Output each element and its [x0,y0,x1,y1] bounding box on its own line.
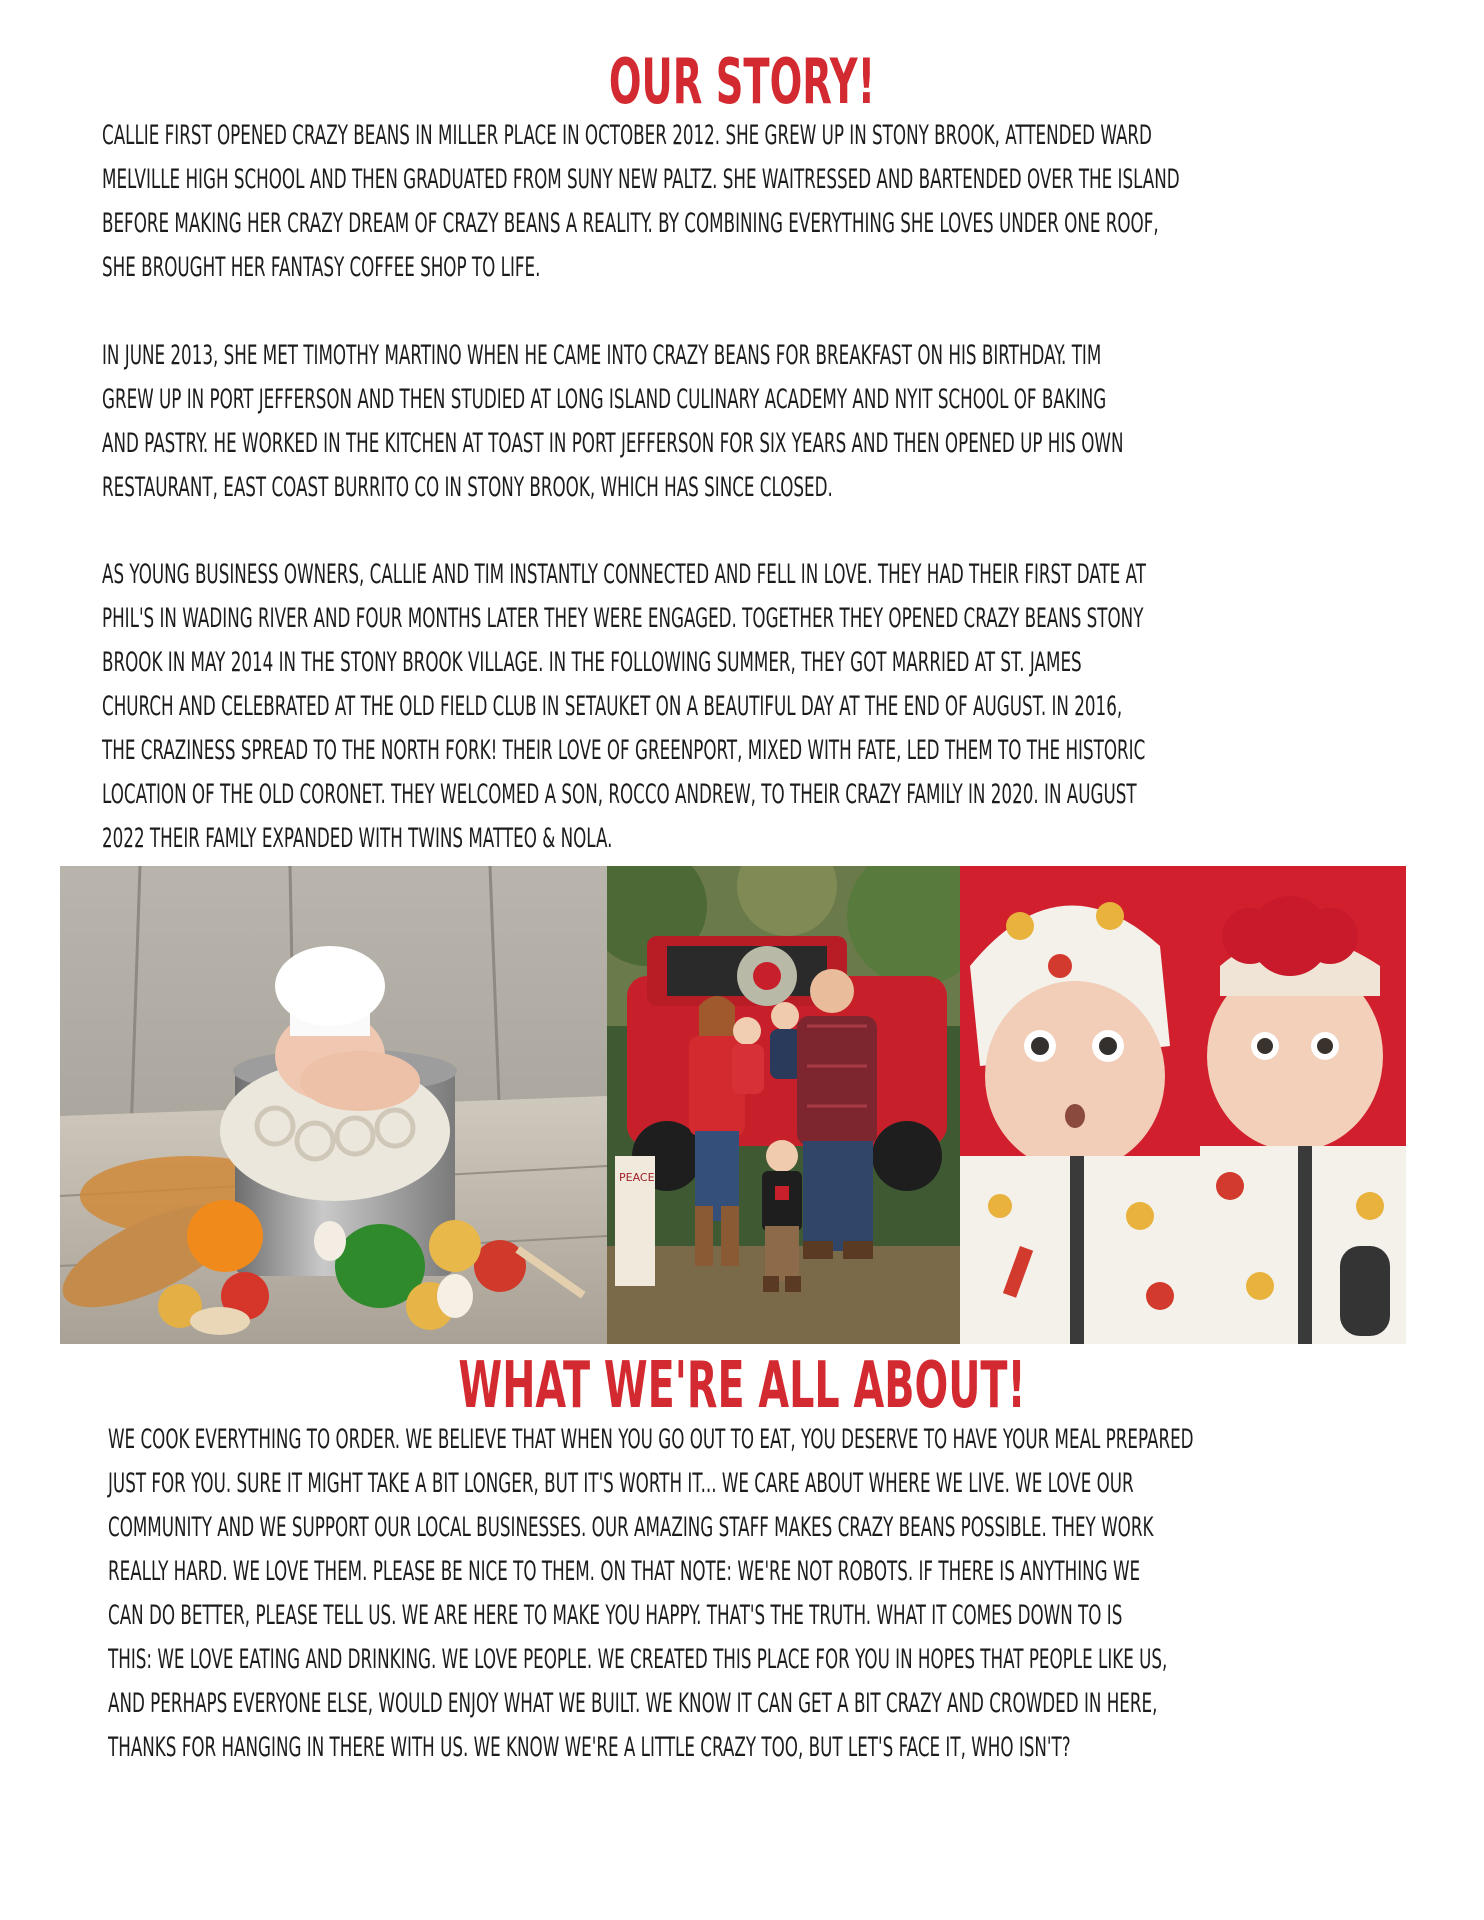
story-paragraph-1 [102,114,1435,290]
story-line: MELVILLE HIGH SCHOOL AND THEN GRADUATED FROM SUNY NEW PALTZ. SHE WAITRESSED AND BARTENDED OVER THE ISLAND [102,164,1180,195]
about-paragraph [108,1418,1441,1770]
story-line: BROOK IN MAY 2014 IN THE STONY BROOK VILLAGE. IN THE FOLLOWING SUMMER, THEY GOT MARRIED AT ST. JAMES [102,647,1082,678]
story-line: GREW UP IN PORT JEFFERSON AND THEN STUDIED AT LONG ISLAND CULINARY ACADEMY AND NYIT SCHOOL OF BAKING [102,384,1107,415]
about-line: THIS: WE LOVE EATING AND DRINKING. WE LOVE PEOPLE. WE CREATED THIS PLACE FOR YOU IN HOPES THAT PEOPLE LIKE US, [108,1644,1168,1675]
twins-illustration [960,866,1406,1344]
story-line: THE CRAZINESS SPREAD TO THE NORTH FORK! THEIR LOVE OF GREENPORT, MIXED WITH FATE, LED THEM TO THE HISTORIC [102,735,1146,766]
peace-sign-text: PEACE [619,1171,655,1184]
story-line: IN JUNE 2013, SHE MET TIMOTHY MARTINO WHEN HE CAME INTO CRAZY BEANS FOR BREAKFAST ON HIS BIRTHDAY. TIM [102,340,1102,371]
about-line: JUST FOR YOU. SURE IT MIGHT TAKE A BIT LONGER, BUT IT'S WORTH IT... WE CARE ABOUT WHERE WE LIVE. WE LOVE OUR [108,1468,1134,1499]
story-line: SHE BROUGHT HER FANTASY COFFEE SHOP TO LIFE. [102,252,541,283]
story-line: 2022 THEIR FAMLY EXPANDED WITH TWINS MATTEO & NOLA. [102,823,613,854]
photo-strip [60,866,1406,1344]
about-line: WE COOK EVERYTHING TO ORDER. WE BELIEVE THAT WHEN YOU GO OUT TO EAT, YOU DESERVE TO HAVE YOUR MEAL PREPARED [108,1424,1194,1455]
story-heading: OUR STORY! [608,45,876,118]
about-line: REALLY HARD. WE LOVE THEM. PLEASE BE NICE TO THEM. ON THAT NOTE: WE'RE NOT ROBOTS. IF THERE IS ANYTHING WE [108,1556,1141,1587]
baby-chef-illustration [60,866,607,1344]
photo-baby-chef [60,866,607,1344]
about-heading: WHAT WE'RE ALL ABOUT! [458,1349,1026,1423]
family-truck-illustration [607,866,960,1344]
story-line: RESTAURANT, EAST COAST BURRITO CO IN STONY BROOK, WHICH HAS SINCE CLOSED. [102,472,833,503]
story-line: CHURCH AND CELEBRATED AT THE OLD FIELD CLUB IN SETAUKET ON A BEAUTIFUL DAY AT THE END OF AUGUST. IN 2016, [102,691,1123,722]
story-line: AND PASTRY. HE WORKED IN THE KITCHEN AT TOAST IN PORT JEFFERSON FOR SIX YEARS AND THEN OPENED UP HIS OWN [102,428,1124,459]
about-line: CAN DO BETTER, PLEASE TELL US. WE ARE HERE TO MAKE YOU HAPPY. THAT'S THE TRUTH. WHAT IT COMES DOWN TO IS [108,1600,1123,1631]
about-line: AND PERHAPS EVERYONE ELSE, WOULD ENJOY WHAT WE BUILT. WE KNOW IT CAN GET A BIT CRAZY AND CROWDED IN HERE, [108,1688,1158,1719]
story-line: BEFORE MAKING HER CRAZY DREAM OF CRAZY BEANS A REALITY. BY COMBINING EVERYTHING SHE LOVES UNDER ONE ROOF, [102,208,1159,239]
about-line: THANKS FOR HANGING IN THERE WITH US. WE KNOW WE'RE A LITTLE CRAZY TOO, BUT LET'S FACE IT, WHO ISN'T? [108,1732,1071,1763]
photo-twins [960,866,1406,1344]
about-line: COMMUNITY AND WE SUPPORT OUR LOCAL BUSINESSES. OUR AMAZING STAFF MAKES CRAZY BEANS POSSIBLE. THEY WORK [108,1512,1154,1543]
photo-family-truck [607,866,960,1344]
story-paragraph-3 [102,553,1435,861]
story-line: PHIL'S IN WADING RIVER AND FOUR MONTHS LATER THEY WERE ENGAGED. TOGETHER THEY OPENED CRAZY BEANS STONY [102,603,1144,634]
story-paragraph-2 [102,334,1435,510]
story-line: LOCATION OF THE OLD CORONET. THEY WELCOMED A SON, ROCCO ANDREW, TO THEIR CRAZY FAMILY IN 2020. IN AUGUST [102,779,1137,810]
story-line: AS YOUNG BUSINESS OWNERS, CALLIE AND TIM INSTANTLY CONNECTED AND FELL IN LOVE. THEY HAD THEIR FIRST DATE AT [102,559,1146,590]
story-line: CALLIE FIRST OPENED CRAZY BEANS IN MILLER PLACE IN OCTOBER 2012. SHE GREW UP IN STONY BROOK, ATTENDED WARD [102,120,1152,151]
